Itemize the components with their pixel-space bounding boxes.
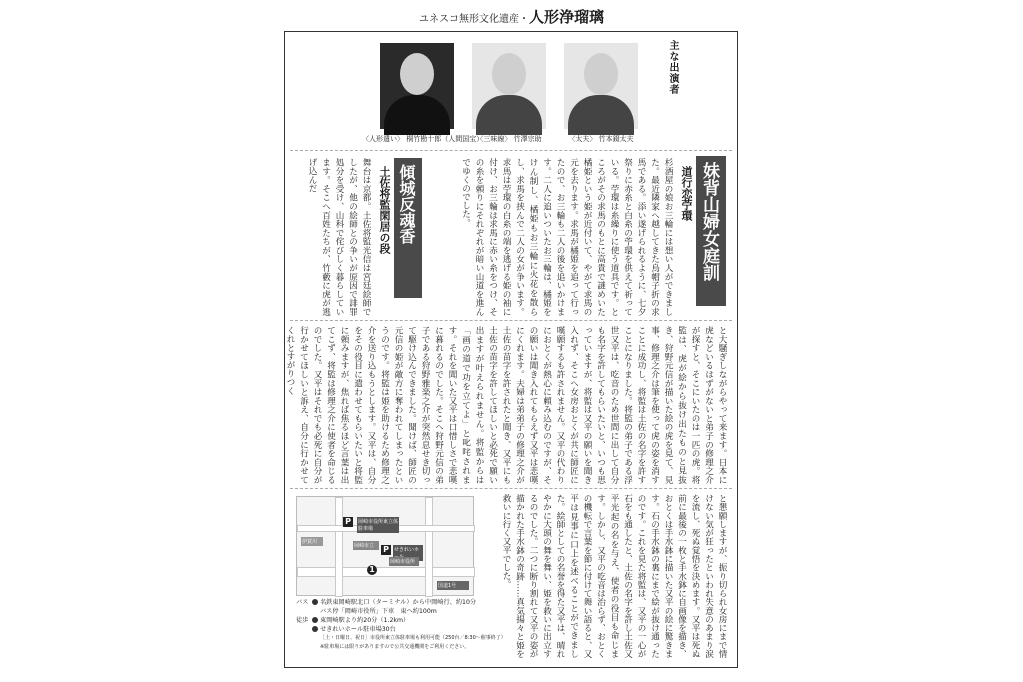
program2-subtitle: 土佐将監閑居の段 (378, 166, 391, 254)
program2-text: 舞台は京都。土佐将監光信は宮廷絵師でしたが、他の絵師との争いが原因で誹罪処分を受け、山科で侘びしく暮らしています。そこへ百姓たちが、竹藪に虎が逃げ込んだ (307, 158, 371, 316)
divider-bottom (290, 488, 732, 489)
map-cityhall: 岡崎市役所 (389, 557, 419, 566)
divider-performers (290, 150, 732, 151)
story-bottom-text: と懇願しますが、振り切られ女房にまで情けない気が狂ったといわれ失意のあまり涙を流し、死ぬ覚悟を決めます。又平は死ぬ前に最後の一枚と手水鉢に自画像を描き、おとくは手水鉢に描いた又平の絵に驚きます。石の手水鉢の裏にまで絵が抜け通ったのです。これを見た将監は、又平の一心が石をも通したと、土佐の名字を許し土佐又平光起の名を与え、使者の役目も命じます。しかし、又平の吃音は治らず、おとくの機転で言葉を節に付けて舞い語ると、又平は見事に口上を述べることができました。絵師としての名誉を得た又平は、晴れやかに大頭の舞を舞い、姫を救いに出立するのでした。二つに断り割れて又平の姿が描かれた手水鉢の奇跡……真気揚々と姫を救いに行く又平でした。 (501, 494, 727, 658)
route-marker-icon: 1 (367, 565, 377, 575)
parking-note2: ※駐車場には限りがありますので公共交通機関をご利用ください。 (320, 644, 470, 650)
parking-icon-2: P (381, 545, 391, 555)
walk-label: 徒歩 (296, 617, 309, 624)
walk-icon (312, 617, 318, 623)
access-info (296, 598, 506, 652)
portrait-sosuke (472, 43, 546, 129)
divider-middle (290, 320, 732, 321)
map-road-vertical-2 (425, 497, 433, 597)
access-bus (296, 598, 482, 607)
caption-shikoradayu: 〈太夫〉 竹本錣太夫 (568, 135, 634, 143)
program1-subtitle: 道行恋苧環 (680, 166, 693, 221)
parking-note: ［土・日曜日、祝日］市役所東立体駐車場も利用可能（250台／8:30〜催事終了） (320, 635, 506, 641)
bus-label: バス (296, 599, 309, 606)
access-walk (296, 616, 482, 625)
caption-kanjuro: 〈人形遣い〉 桐竹勘十郎（人間国宝） (362, 135, 484, 143)
map-road-national (297, 567, 475, 577)
caption-sosuke: 〈三味線〉 竹澤宗助 (476, 135, 542, 143)
access-map (296, 496, 474, 596)
map-route: 国道1号 (437, 581, 469, 590)
access-parking (296, 625, 482, 634)
portrait-shikoradayu (564, 43, 638, 129)
parking-label: せきれいホール駐車場30台 (320, 626, 396, 633)
walk-line: 東岡崎駅より約20分（1.2km） (320, 617, 410, 624)
header-subtitle: ユネスコ無形文化遺産・ (418, 14, 529, 25)
program1-text: 杉酒屋の娘お三輪には想い人ができました。最近隣家へ越してきた烏帽子折の求馬である。添い遂げられるように、七夕祭りに赤糸と白糸の苧環を供えて祈っている。苧環は糸繰りに使う道具です。ところがその求馬のもとに高貴で謎めいた橘姫という姫が近付いて、やがて求馬の元を去ります。求馬が橘姫を追って行ったので、お三輪も二人の後を追いかけます。二人に追いついたお三輪は、橘姫をけん制し、橘姫もお三輪に火花を散らし、求馬を挟んで二人の女が争います。求馬は苧環の白糸の端を逃げる姫の袖に付け、お三輪は求馬に赤い糸をつけ、その糸を頼りにそれぞれが暗い山道を進んでゆくのでした。 (460, 158, 673, 316)
bus-icon (312, 599, 318, 605)
portrait-kanjuro (380, 43, 454, 129)
bus-line2: バス停「岡崎市役所」下車 東へ約100m (320, 608, 437, 615)
program2-title: 傾城反魂香 (394, 158, 422, 298)
parking-small-icon (312, 626, 318, 632)
map-school: 岡崎市立 (353, 541, 379, 550)
bus-line1: 名鉄東岡崎駅北口（ターミナル）から中岡崎行、約10分 (320, 599, 477, 606)
header (0, 6, 1023, 27)
map-hall: せきれいホ (393, 545, 423, 561)
story-middle-text: と大騒ぎしながらやって来ます。日本に虎などいるはずがないと弟子の修理之介が探すと、そこにいたのは一匹の虎。将監は、虎が絵から抜け出たものと見抜き、狩野元信が描いた絵の虎を見て、見事、修理之介は筆を使って虎の姿を消すことに成功し、将監は土佐の名字を許すことになりました。将監の弟子である浮世又平は、吃音のため世間に出して自分も名字を許してもらいたいと、いつも思っていますが、将監は又平の願いを聞き入れず、そこへ女房おとくが共に師匠に嘆願するも許されません。又平の代わりにおとくが熱心に頼み込むのですが、その願いは聞き入れてもらえず又平は悲嘆にくれます。夫婦は弟弟子の修理之介が土佐の苗字を許されたと聞き、又平にも土佐の苗字を許してほしいと必死で願い出ますが叶えられません。将監からは「画の道で功を立てよ」と叱咤されます。それを聞いた又平は口惜しさで悲嘆に暮れるのでした。そこへ狩野元信の弟子である狩野雅楽之介が突然息せき切って駆け込んできました。聞けば、師匠の元信の姫が敵方に奪われてしまったというのです。将監は姫を助けるため修理之介を送り込もうとします。又平は、自分をその役目に遣わせてもらいたいと将監に頼みますが、焦れば焦るほど言葉は出てこず、将監は修理之介に使者を命じるのでした。又平はそれでも必死に自分が行かせてほしいと訴え、自分に行かせてくれとすがりつく (285, 326, 727, 484)
map-road-vertical-1 (335, 497, 343, 597)
performers-section-label: 主な出演者 (667, 40, 678, 95)
parking-icon: P (343, 517, 353, 527)
header-title: 人形浄瑠璃 (528, 8, 604, 26)
program1-title: 妹背山婦女庭訓 (696, 156, 726, 306)
map-parking-structure: 岡崎市役所東立体駐車場 (358, 519, 399, 532)
map-river: 伊賀川 (301, 537, 323, 546)
